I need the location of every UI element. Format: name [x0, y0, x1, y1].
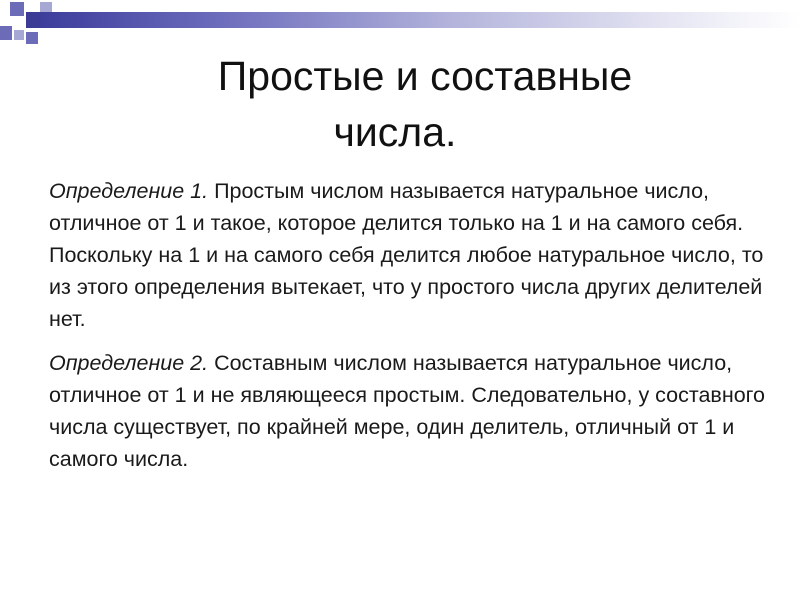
- decorative-square: [0, 26, 12, 40]
- definition-1: [49, 175, 769, 335]
- decorative-square: [14, 30, 24, 40]
- decorative-square: [26, 32, 38, 44]
- decorative-header-bar: [30, 12, 800, 28]
- slide-body: [49, 175, 769, 487]
- decorative-square: [40, 2, 52, 12]
- definition-label: Определение 1.: [49, 179, 209, 203]
- definition-label: Определение 2.: [49, 351, 209, 375]
- definition-2: [49, 347, 769, 475]
- slide-title-line2: числа.: [333, 109, 457, 155]
- decorative-square: [26, 12, 40, 28]
- slide-title-line1: Простые и составные: [217, 53, 633, 99]
- definition-text: Составным числом называется натуральное число, отличное от 1 и не являющееся простым. Следовательно, у составного числа существует, по крайней мере, один делитель, отличный от 1 и самого числа.: [49, 351, 766, 471]
- slide-title: [0, 48, 800, 160]
- decorative-square: [10, 2, 24, 16]
- definition-text: Простым числом называется натуральное число, отличное от 1 и такое, которое делится только на 1 и на самого себя. Поскольку на 1 и на самого себя делится любое натуральное число, то из этого определения вытекает, что у простого числа других делителей нет.: [49, 179, 764, 331]
